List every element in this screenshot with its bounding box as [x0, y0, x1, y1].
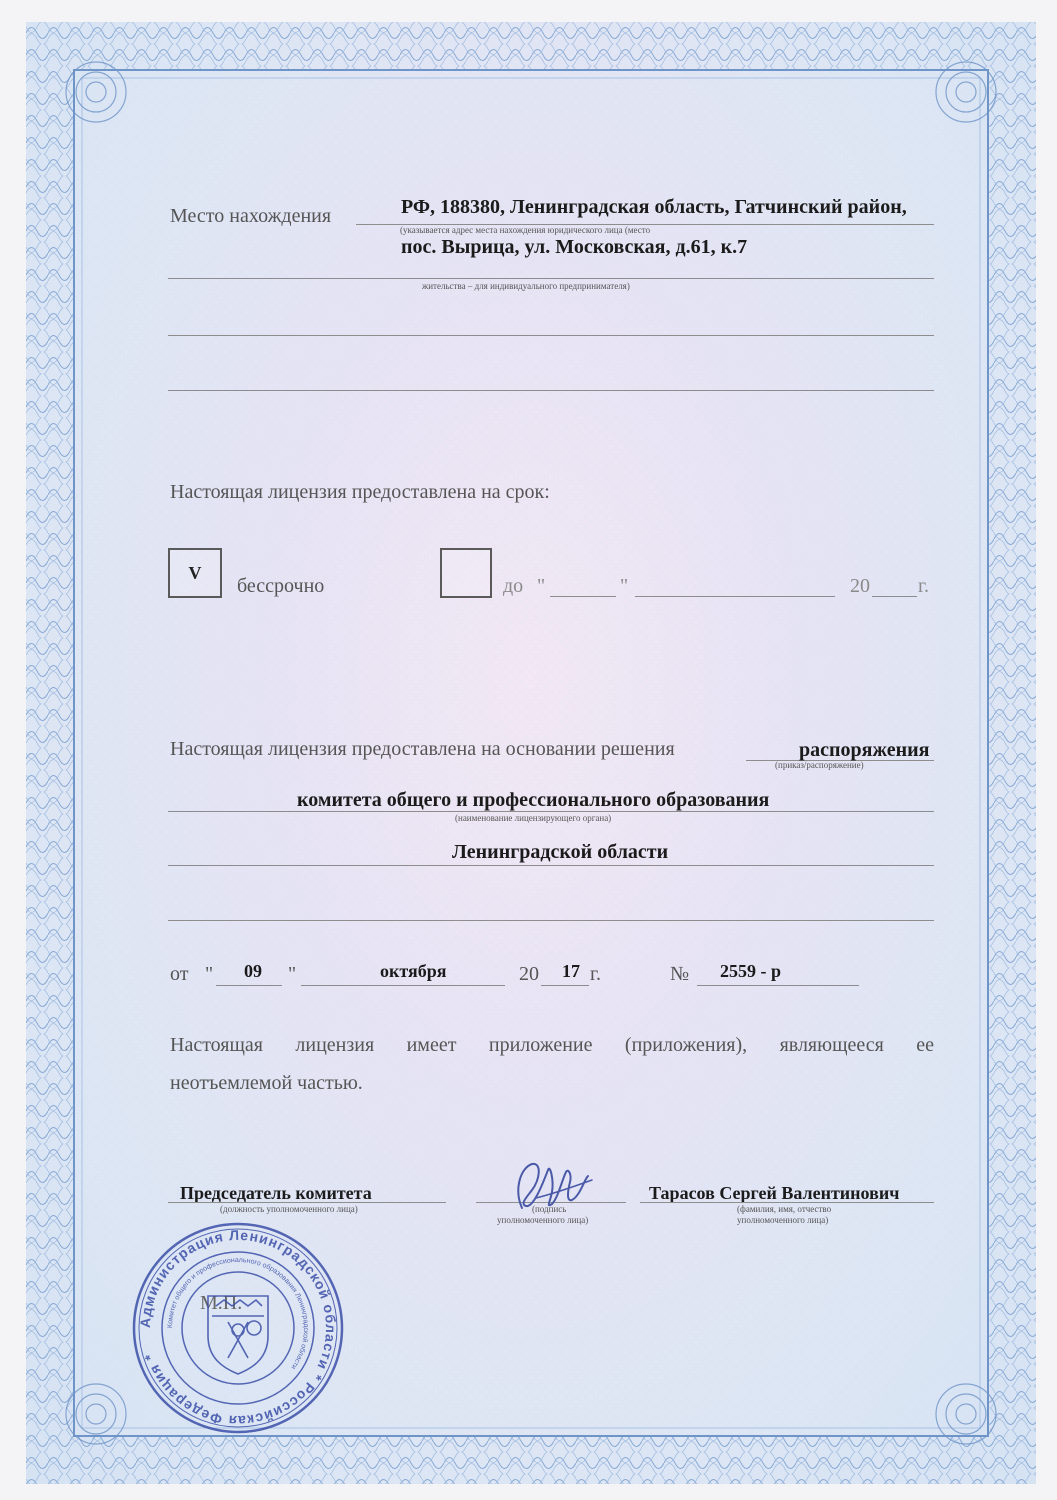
authority-line-2: Ленинградской области — [452, 841, 669, 863]
appendix-line-2: неотъемлемой частью. — [170, 1072, 363, 1094]
handwritten-signature — [492, 1150, 602, 1230]
location-underline-3 — [168, 335, 934, 336]
date-year-suffix: г. — [590, 963, 601, 985]
location-label: Место нахождения — [170, 205, 332, 227]
authority-hint: (наименование лицензирующего органа) — [455, 813, 612, 823]
until-year-prefix: 20 — [850, 575, 870, 597]
seal-outer-text: Администрация Ленинградской области * Российская Федерация * — [136, 1226, 340, 1430]
until-quote-open: " — [537, 575, 546, 597]
until-day-underline — [550, 596, 616, 597]
date-year-underline — [541, 985, 589, 986]
location-underline-4 — [168, 390, 934, 391]
name-hint-1: (фамилия, имя, отчество — [737, 1204, 832, 1214]
indefinite-label: бессрочно — [237, 575, 325, 597]
location-hint-2: жительства – для индивидуального предпринимателя) — [422, 281, 630, 291]
official-seal — [128, 1218, 348, 1438]
number-underline — [697, 985, 859, 986]
location-underline-2 — [168, 278, 934, 279]
authority-underline-2 — [168, 865, 934, 866]
appendix-line-1: Настоящая лицензия имеет приложение (приложения), являющееся ее — [170, 1034, 934, 1056]
until-label: до — [503, 575, 524, 597]
location-line-2: пос. Вырица, ул. Московская, д.61, к.7 — [401, 236, 748, 258]
name-underline — [640, 1202, 934, 1203]
name-hint-2: уполномоченного лица) — [737, 1215, 829, 1225]
until-checkbox — [440, 548, 492, 598]
date-year: 17 — [562, 961, 580, 981]
order-number: 2559 - р — [720, 961, 782, 981]
signature-hint-1: (подпись — [532, 1204, 567, 1214]
date-day-underline — [216, 985, 282, 986]
date-day: 09 — [244, 961, 262, 981]
number-sign: № — [670, 963, 690, 985]
basis-text: Настоящая лицензия предоставлена на основании решения — [170, 738, 675, 760]
coat-of-arms-icon — [208, 1296, 268, 1374]
position-underline — [168, 1202, 446, 1203]
authority-underline-1 — [168, 811, 934, 812]
checkbox-mark: V — [188, 562, 202, 583]
indefinite-checkbox — [168, 548, 222, 598]
date-month: октября — [380, 961, 447, 981]
position-hint: (должность уполномоченного лица) — [220, 1204, 358, 1214]
basis-doc-hint: (приказ/распоряжение) — [775, 760, 864, 770]
seal-inner-text: Комитет общего и профессионального образования Ленинградской области — [166, 1256, 310, 1371]
authority-underline-3 — [168, 920, 934, 921]
signer-position: Председатель комитета — [180, 1183, 372, 1203]
until-quote-close: " — [620, 575, 629, 597]
date-year-prefix: 20 — [519, 963, 539, 985]
stamp-place-label: М.П. — [200, 1292, 243, 1314]
location-line-1: РФ, 188380, Ленинградская область, Гатчинский район, — [401, 196, 907, 218]
term-heading: Настоящая лицензия предоставлена на срок: — [170, 481, 550, 503]
date-quote-close: " — [288, 963, 297, 985]
location-hint-1: (указывается адрес места нахождения юридического лица (место — [400, 225, 651, 235]
authority-line-1: комитета общего и профессионального образования — [297, 789, 770, 811]
until-month-underline — [635, 596, 835, 597]
date-from-label: от — [170, 963, 189, 985]
date-month-underline — [301, 985, 505, 986]
signature-hint-2: уполномоченного лица) — [497, 1215, 589, 1225]
signer-name: Тарасов Сергей Валентинович — [649, 1183, 900, 1203]
date-quote-open: " — [205, 963, 214, 985]
basis-doc-type: распоряжения — [799, 739, 930, 761]
until-year-suffix: г. — [918, 575, 929, 597]
until-year-underline — [872, 596, 917, 597]
